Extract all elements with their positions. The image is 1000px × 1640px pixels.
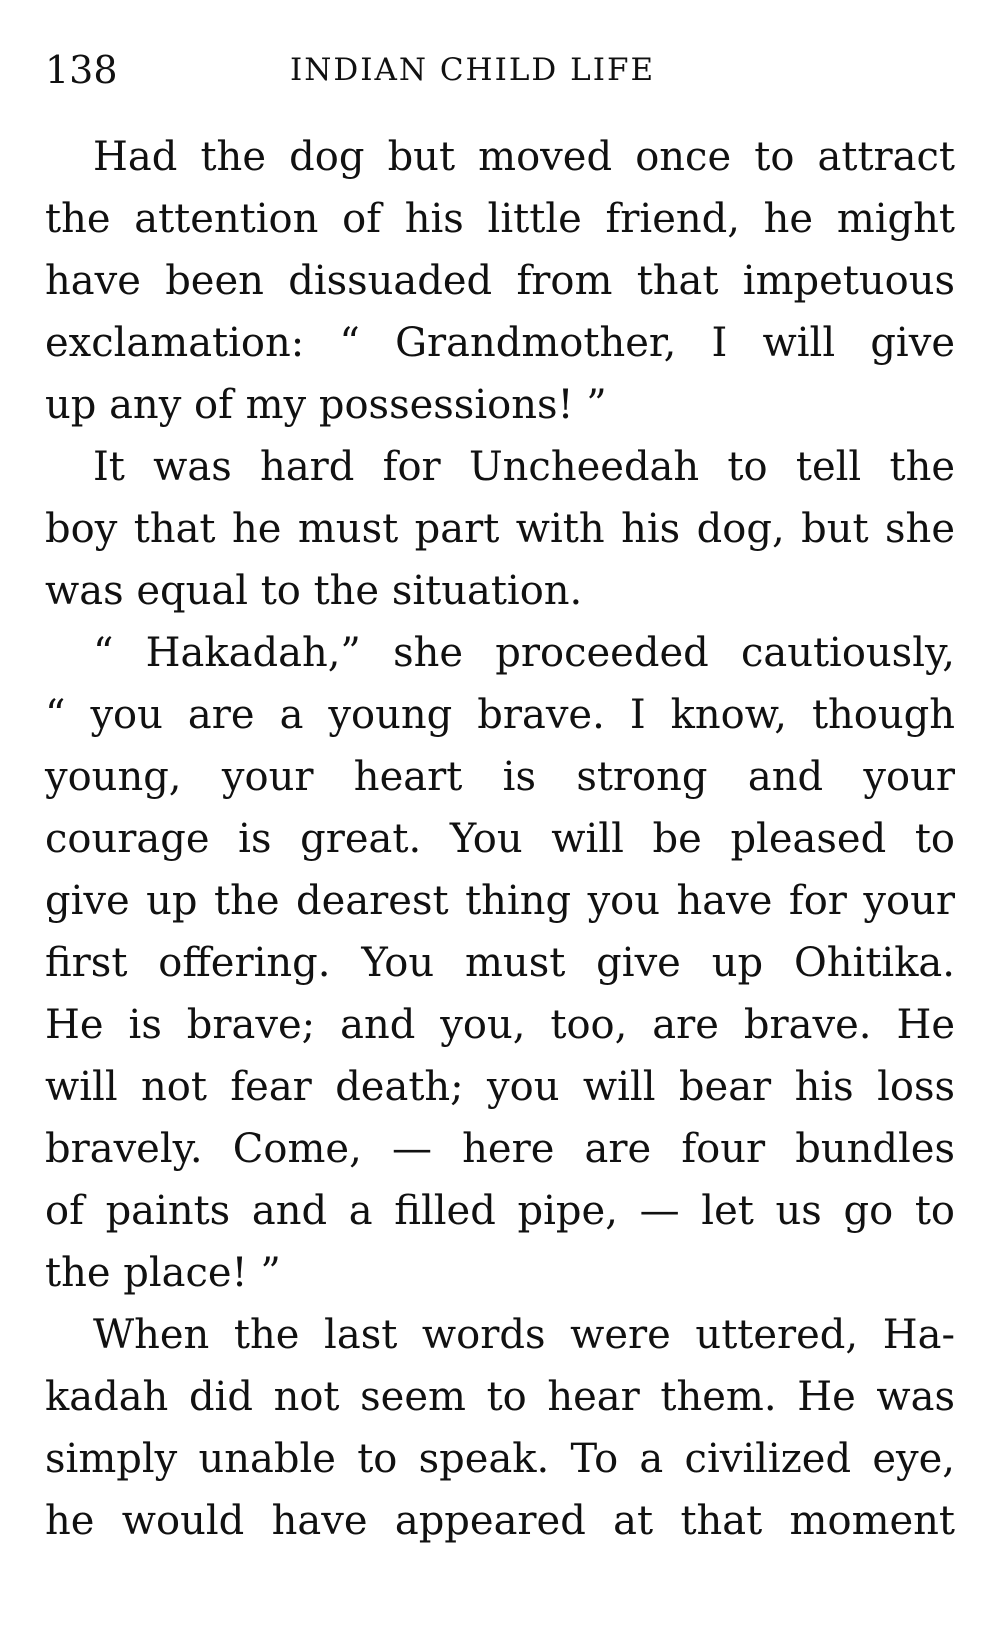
text-line: give up the dearest thing you have for your: [45, 878, 955, 924]
running-title: INDIAN CHILD LIFE: [290, 52, 656, 88]
running-head: [45, 48, 955, 98]
text-line: the place! ”: [45, 1250, 281, 1296]
body-text: [45, 126, 955, 1552]
text-line: was equal to the situation.: [45, 568, 583, 614]
text-line: bravely. Come, — here are four bundles: [45, 1126, 955, 1172]
text-line: of paints and a filled pipe, — let us go to: [45, 1188, 955, 1234]
text-line: first offering. You must give up Ohitika.: [45, 940, 955, 986]
text-line: up any of my possessions! ”: [45, 382, 607, 428]
text-line: he would have appeared at that moment: [45, 1498, 955, 1544]
text-line: simply unable to speak. To a civilized eye,: [45, 1436, 955, 1482]
text-line: boy that he must part with his dog, but she: [45, 506, 955, 552]
text-line: will not fear death; you will bear his loss: [45, 1064, 955, 1110]
text-line: exclamation: “ Grandmother, I will give: [45, 320, 955, 366]
text-line: It was hard for Uncheedah to tell the: [93, 444, 955, 490]
text-line: courage is great. You will be pleased to: [45, 816, 955, 862]
page-number: 138: [45, 48, 118, 92]
text-line: He is brave; and you, too, are brave. He: [45, 1002, 955, 1048]
text-line: Had the dog but moved once to attract: [93, 134, 955, 180]
text-line: the attention of his little friend, he might: [45, 196, 955, 242]
text-line: “ you are a young brave. I know, though: [45, 692, 955, 738]
text-line: young, your heart is strong and your: [45, 754, 955, 800]
text-line: kadah did not seem to hear them. He was: [45, 1374, 955, 1420]
text-line: When the last words were uttered, Ha-: [93, 1312, 955, 1358]
text-line: “ Hakadah,” she proceeded cautiously,: [93, 630, 955, 676]
text-line: have been dissuaded from that impetuous: [45, 258, 955, 304]
